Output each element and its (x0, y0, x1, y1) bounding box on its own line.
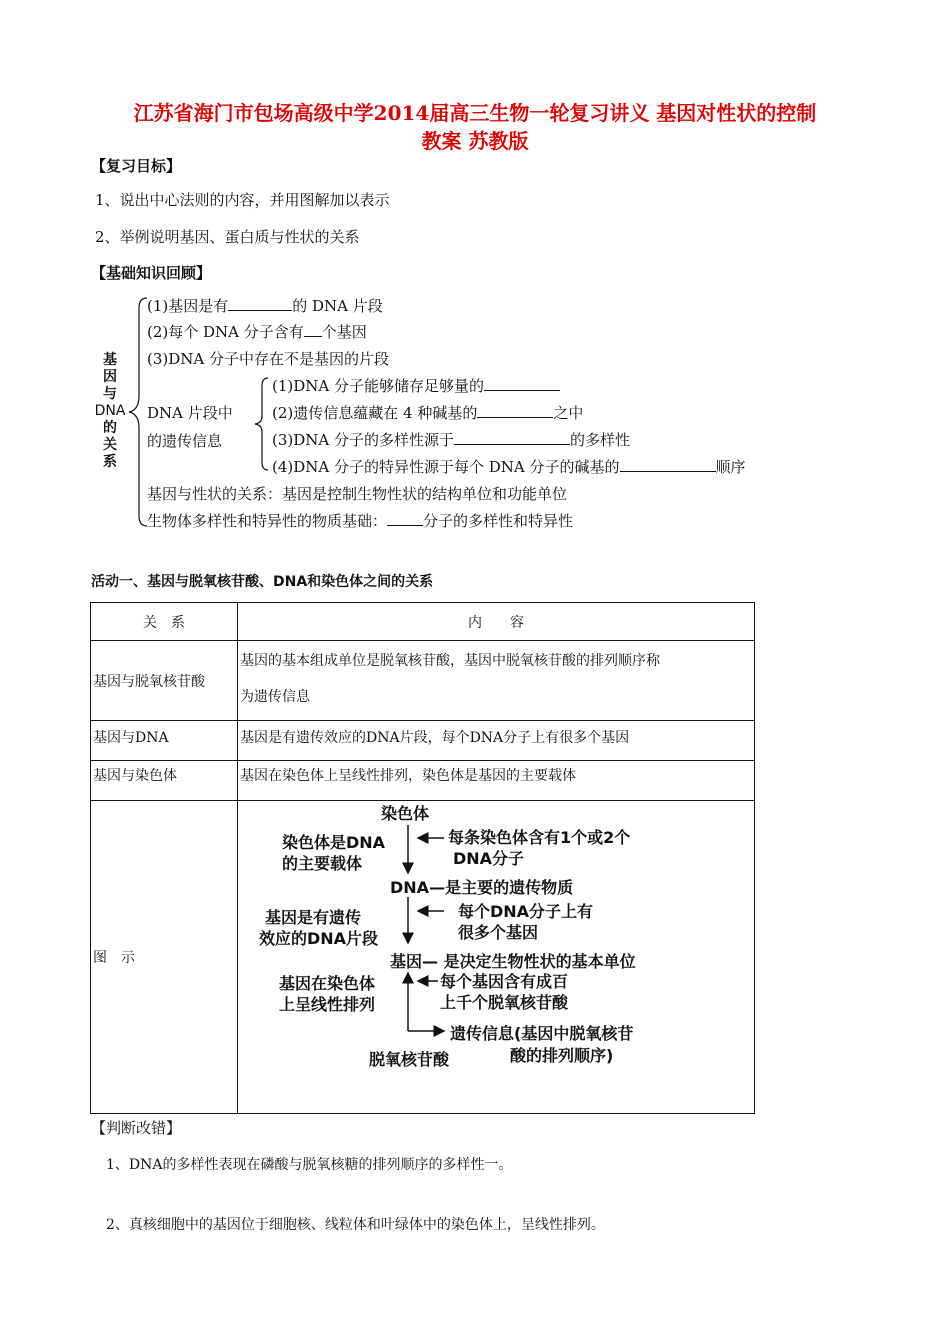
judge-item: 2、真核细胞中的基因位于细胞核、线粒体和叶绿体中的染色体上，呈线性排列。 (106, 1217, 605, 1233)
left-note-3b: 上呈线性排列 (279, 995, 376, 1014)
right-note-3a: 每个基因含有成百 (440, 972, 569, 991)
page-title-line2: 教案 苏教版 (421, 129, 529, 153)
basic-line-3: (3)DNA 分子中存在不是基因的片段 (147, 350, 390, 368)
basic-line-5: 生物体多样性和特异性的物质基础： 分子的多样性和特异性 (147, 512, 574, 530)
row-relation: 基因与脱氧核苷酸 (91, 641, 238, 721)
right-note-3b: 上千个脱氧核苷酸 (440, 993, 569, 1012)
left-note-2b: 效应的DNA片段 (259, 929, 379, 948)
left-note-1a: 染色体是DNA (282, 833, 386, 852)
row-relation: 基因与染色体 (91, 761, 238, 801)
node-dna: DNA—是主要的遗传物质 (390, 878, 574, 897)
left-note-1b: 的主要载体 (282, 854, 363, 873)
basic-review-heading: 【基础知识回顾】 (91, 264, 212, 282)
review-goals-heading: 【复习目标】 (91, 157, 182, 175)
judge-heading: 【判断改错】 (91, 1119, 182, 1137)
diagram-cell (238, 801, 755, 1114)
table-header-row (91, 603, 755, 641)
row-content: 基因是有遗传效应的DNA片段，每个DNA分子上有很多个基因 (238, 721, 755, 761)
judge-item: 1、DNA的多样性表现在磷酸与脱氧核糖的排列顺序的多样性一。 (106, 1157, 513, 1173)
node-chromosome: 染色体 (381, 804, 430, 823)
col-header-content: 内 容 (238, 603, 755, 641)
left-label: 基 因 与 DNA 的 关 系 (94, 352, 126, 470)
node-gene: 基因— 是决定生物性状的基本单位 (390, 952, 636, 971)
diagram-label: 图 示 (91, 801, 238, 1114)
row-relation: 基因与DNA (91, 721, 238, 761)
col-header-relation: 关 系 (91, 603, 238, 641)
sub-line-4: (4)DNA 分子的特异性源于每个 DNA 分子的碱基的 顺序 (272, 458, 746, 476)
right-note-1a: 每条染色体含有1个或2个 (448, 828, 631, 847)
blank-3[interactable] (484, 376, 560, 391)
basic-line-2: (2)每个 DNA 分子含有 个基因 (147, 323, 367, 341)
review-goal-item: 1、说出中心法则的内容，并用图解加以表示 (95, 191, 390, 209)
table-row (91, 641, 755, 721)
blank-4[interactable] (477, 403, 553, 418)
inner-brace (252, 376, 272, 472)
mid-label-1: DNA 片段中 (147, 404, 233, 422)
blank-6[interactable] (620, 457, 716, 472)
genetic-info-a: 遗传信息(基因中脱氧核苷 (450, 1024, 634, 1043)
blank-5[interactable] (454, 430, 570, 445)
relation-diagram (238, 801, 752, 1113)
table-row-diagram (91, 801, 755, 1114)
row-content: 基因在染色体上呈线性排列，染色体是基因的主要载体 (238, 761, 755, 801)
sub-line-3: (3)DNA 分子的多样性源于 的多样性 (272, 431, 631, 449)
mid-label-2: 的遗传信息 (147, 432, 223, 450)
right-note-2b: 很多个基因 (458, 923, 539, 942)
blank-2[interactable] (304, 322, 322, 337)
right-note-1b: DNA分子 (453, 849, 525, 868)
table-row (91, 721, 755, 761)
relation-table (90, 602, 755, 1114)
blank-7[interactable] (387, 511, 423, 526)
review-goal-item: 2、举例说明基因、蛋白质与性状的关系 (95, 228, 360, 246)
page-title-line1: 江苏省海门市包场高级中学2014届高三生物一轮复习讲义 基因对性状的控制 (133, 101, 817, 125)
left-note-2a: 基因是有遗传 (265, 908, 362, 927)
row-content: 基因的基本组成单位是脱氧核苷酸，基因中脱氧核苷酸的排列顺序称 为遗传信息 (238, 641, 755, 721)
basic-line-4: 基因与性状的关系：基因是控制生物性状的结构单位和功能单位 (147, 485, 568, 503)
right-note-2a: 每个DNA分子上有 (458, 902, 594, 921)
basic-line-1: (1)基因是有 的 DNA 片段 (147, 297, 383, 315)
sub-line-2: (2)遗传信息蕴藏在 4 种碱基的 之中 (272, 404, 584, 422)
blank-1[interactable] (228, 296, 292, 311)
node-deoxynucleotide: 脱氧核苷酸 (369, 1050, 450, 1069)
left-note-3a: 基因在染色体 (279, 974, 376, 993)
table-row (91, 761, 755, 801)
genetic-info-b: 酸的排列顺序) (510, 1046, 614, 1065)
activity1-heading: 活动一、基因与脱氧核苷酸、DNA和染色体之间的关系 (91, 574, 434, 590)
sub-line-1: (1)DNA 分子能够储存足够量的 (272, 375, 560, 396)
